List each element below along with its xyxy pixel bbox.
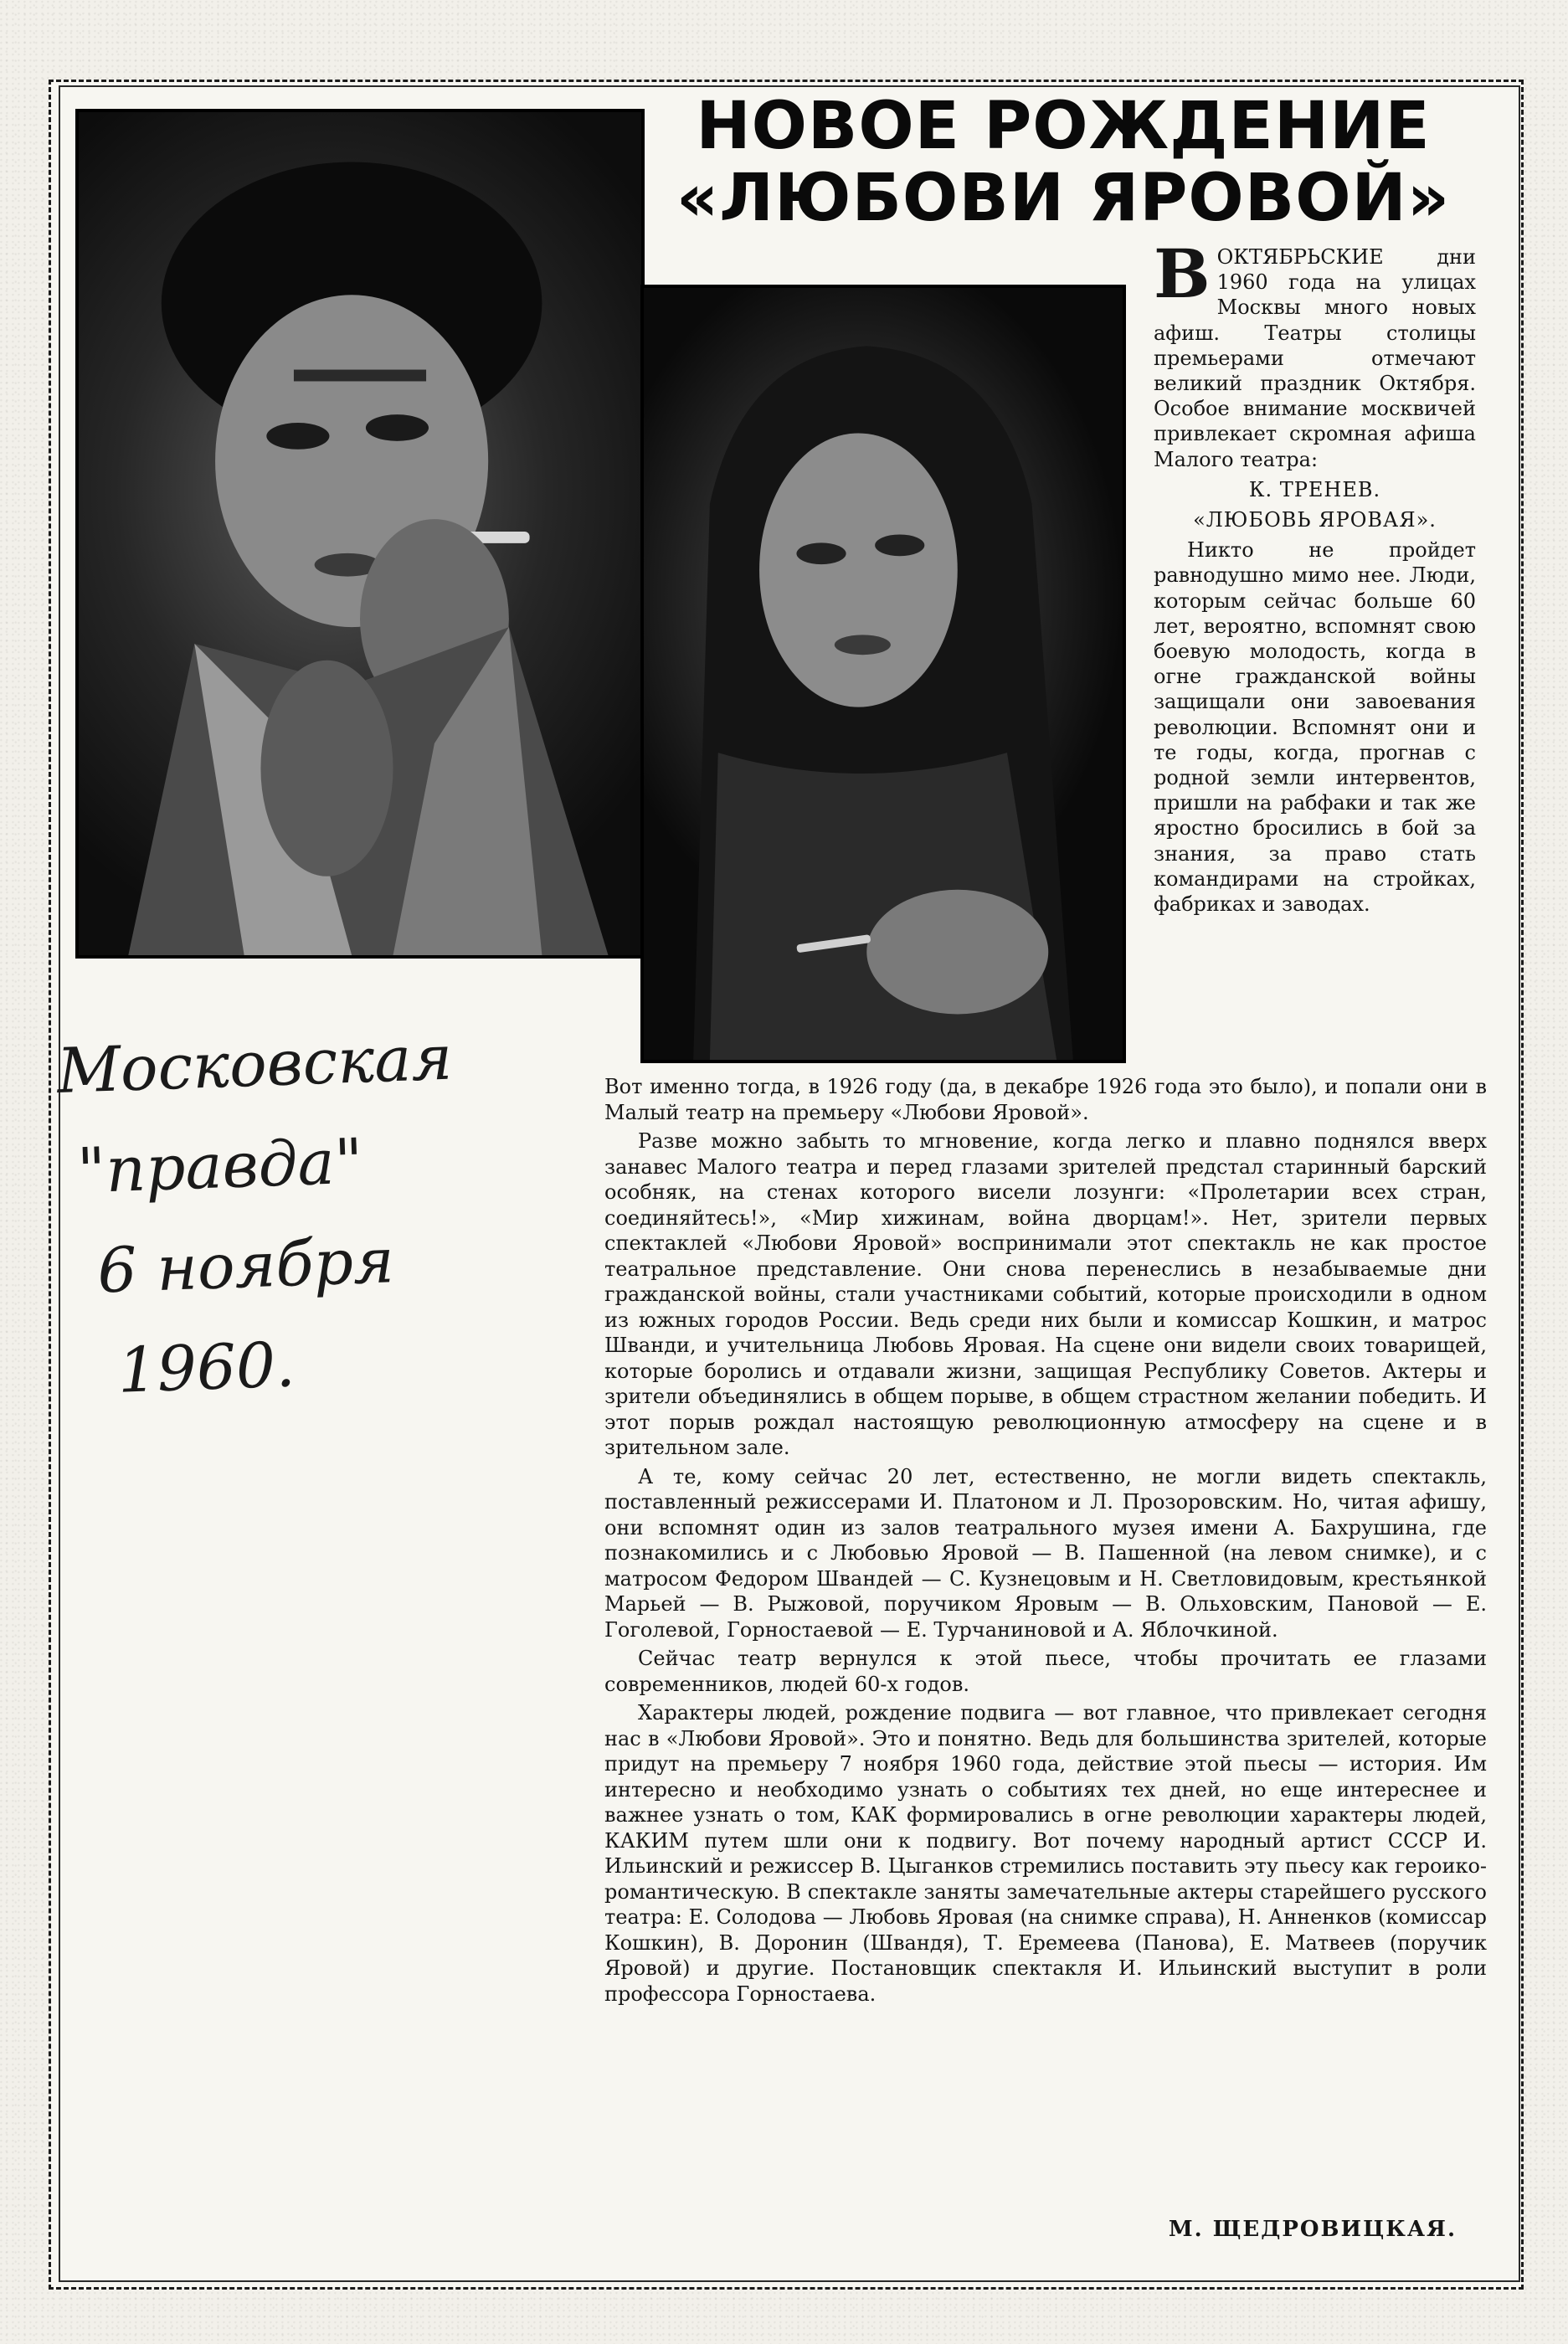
poster-author: К. ТРЕНЕВ.: [1248, 477, 1381, 501]
article-right-column: [1154, 234, 1476, 917]
headline-line-1: НОВОЕ РОЖДЕНИЕ: [696, 89, 1431, 164]
photo-right-portrait: [640, 285, 1126, 1063]
poster-title: «ЛЮБОВЬ ЯРОВАЯ».: [1193, 508, 1437, 532]
headline-line-2: «ЛЮБОВИ ЯРОВОЙ»: [676, 161, 1451, 236]
note-line-4: 1960.: [116, 1329, 296, 1407]
headline: [653, 90, 1473, 234]
article-paragraph-2: Разве можно забыть то мгновение, когда легко и плавно поднялся вверх занавес Малого театра и перед глазами зрителей предстал старинный барский особняк, на стенах которого висели лозунги: «Пролетарии всех стран, соединяйтесь!», «Мир хижинам, война дворцам!». Нет, зрители первых спектаклей «Любови Яровой» воспринимали этот спектакль не как простое театральное представление. Они снова перенеслись в незабываемые дни гражданской войны, стали участниками событий, которые происходили в одном из южных городов России. Ведь среди них были и комиссар Кошкин, и матрос Шванди, и учительница Любовь Яровая. На сцене они видели своих товарищей, которые боролись и отдавали жизни, защищая Республику Советов. Актеры и зрители объединялись в общем порыве, в общем страстном желании победить. И этот порыв рождал настоящую революционную атмосферу на сцене и в зрительном зале.: [604, 1129, 1487, 1459]
article-intro: [1154, 234, 1476, 472]
article-paragraph-4: Сейчас театр вернулся к этой пьесе, чтобы прочитать ее глазами современников, людей 60-х годов.: [604, 1647, 1487, 1696]
article-paragraph-1: Никто не пройдет равнодушно мимо нее. Люди, которым сейчас больше 60 лет, вероятно, вспомнят свою боевую молодость, когда в огне гражданской войны защищали они завоевания революции. Вспомнят они и те годы, когда, прогнав с родной земли интервентов, пришли на рабфаки и так же яростно бросились в бой за знания, за право стать командирами на стройках, фабриках и заводах.: [1154, 538, 1476, 917]
note-line-2: "правда": [75, 1125, 364, 1208]
drop-cap: В: [1154, 234, 1211, 313]
article-paragraph-5: Характеры людей, рождение подвига — вот главное, что привлекает сегодня нас в «Любови Яровой». Это и понятно. Ведь для большинства зрителей, которые придут на премьеру 7 ноября 1960 года, действие этой пьесы — история. Им интересно и необходимо узнать о событиях тех дней, но еще интереснее и важнее узнать о том, КАК формировались в огне революции характеры людей, КАКИМ путем шли они к подвигу. Вот почему народный артист СССР И. Ильинский и режиссер В. Цыганков стремились поставить эту пьесу как героико-романтическую. В спектакле заняты замечательные актеры старейшего русского театра: Е. Солодова — Любовь Яровая (на снимке справа), Н. Анненков (комиссар Кошкин), В. Доронин (Швандя), Т. Еремеева (Панова), Е. Матвеев (поручик Яровой) и другие. Постановщик спектакля И. Ильинский выступит в роли профессора Горностаева.: [604, 1701, 1487, 2006]
author-signature: М. ЩЕДРОВИЦКАЯ.: [1168, 2217, 1457, 2242]
photo-left-portrait: [75, 109, 645, 959]
handwritten-note: [55, 1005, 548, 1457]
intro-text: ОКТЯБРЬСКИЕ дни 1960 года на улицах Москвы много новых афиш. Театры столицы премьерами отмечают великий праздник Октября. Особое внимание москвичей привлекает скромная афиша Малого театра:: [1154, 245, 1476, 471]
article-main-column: [604, 1074, 1487, 2010]
article-paragraph-3: А те, кому сейчас 20 лет, естественно, не могли видеть спектакль, поставленный режиссерами И. Платоном и Л. Прозоровским. Но, читая афишу, они вспомнят один из залов театрального музея имени А. Бахрушина, где познакомились и с Любовью Яровой — В. Пашенной (на левом снимке), и с матросом Федором Швандей — С. Кузнецовым и Н. Светловидовым, крестьянкой Марьей — В. Рыжовой, поручиком Яровым — В. Ольховским, Пановой — Е. Гоголевой, Горностаевой — Е. Турчаниновой и А. Яблочкиной.: [604, 1464, 1487, 1642]
article-paragraph-1-continued: Вот именно тогда, в 1926 году (да, в декабре 1926 года это было), и попали они в Малый театр на премьеру «Любови Яровой».: [604, 1075, 1487, 1124]
note-line-1: Московская: [55, 1021, 454, 1108]
note-line-3: 6 ноября: [96, 1225, 396, 1308]
